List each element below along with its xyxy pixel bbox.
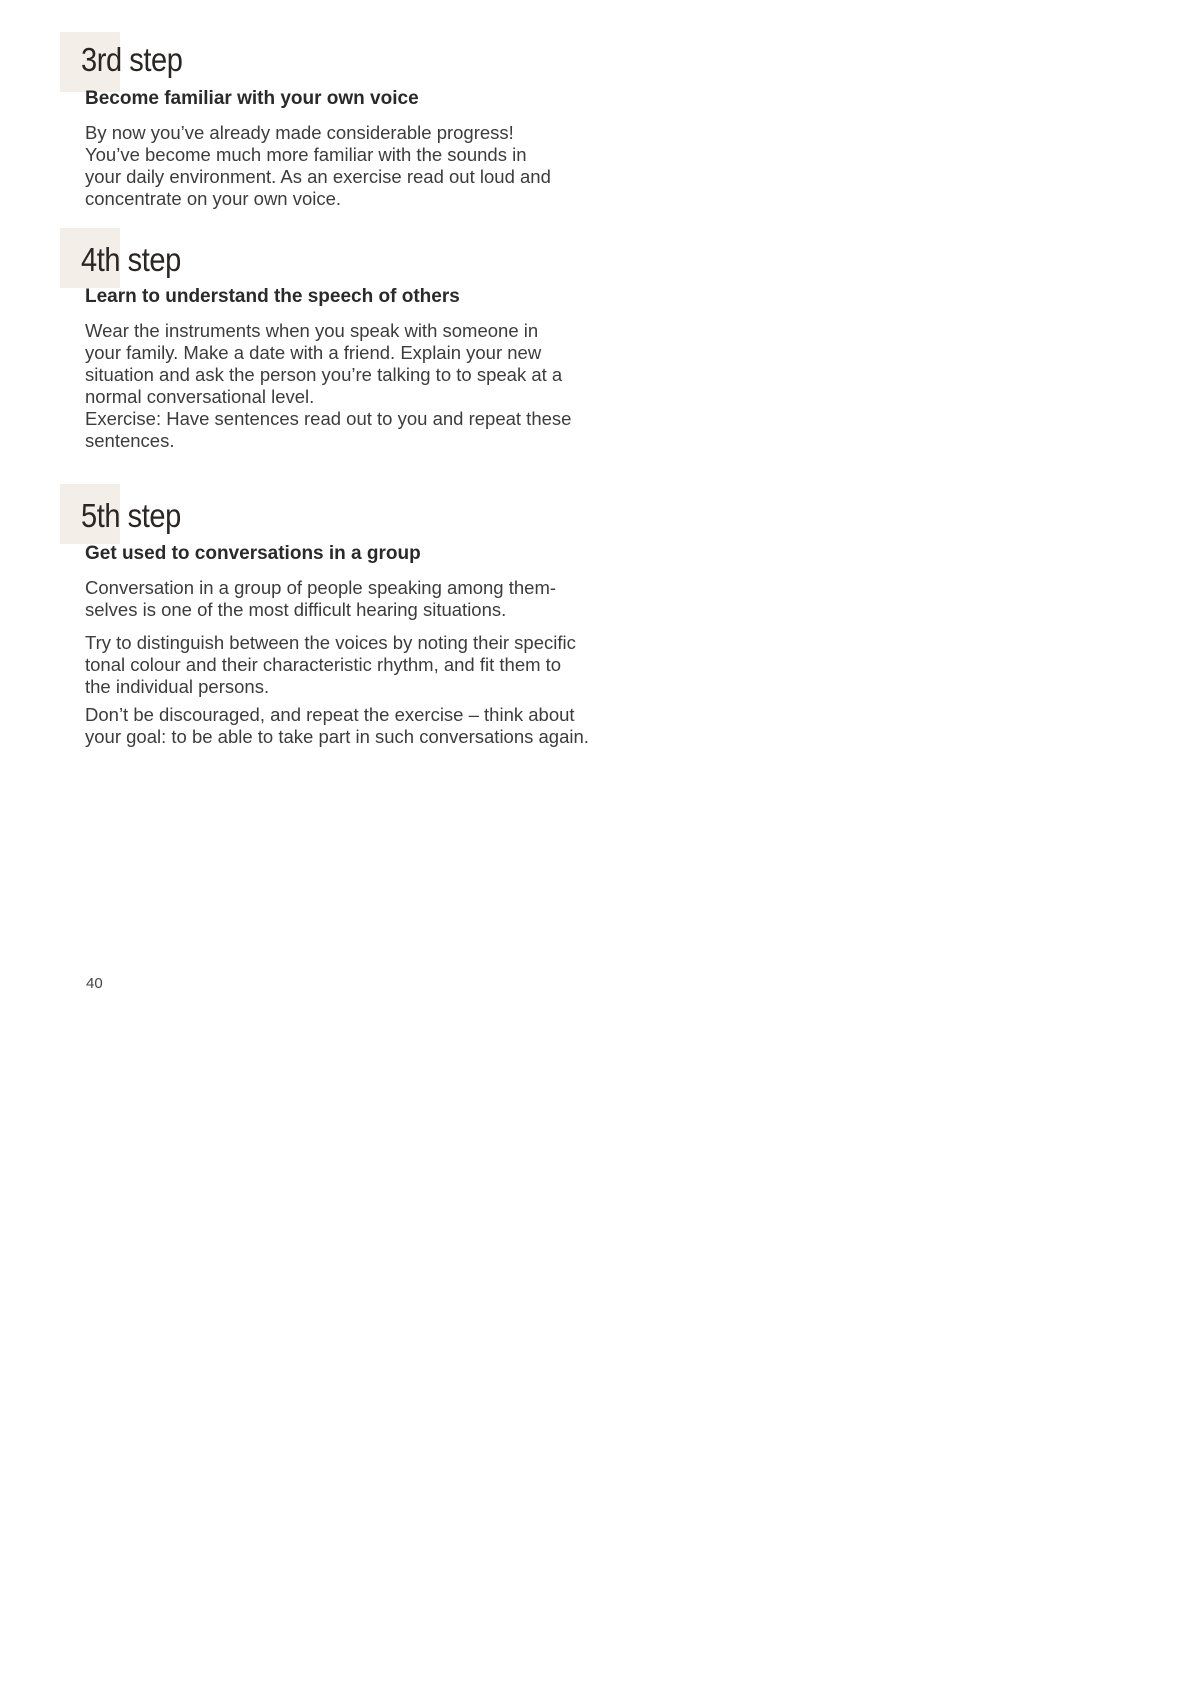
- page-number: 40: [86, 975, 103, 992]
- step-4-subtitle: Learn to understand the speech of others: [85, 286, 460, 307]
- step-3-subtitle: Become familiar with your own voice: [85, 88, 419, 109]
- step-5-paragraph-2: Try to distinguish between the voices by noting their specific tonal colour and their characteristic rhythm, and fit them to the individual persons.: [85, 632, 576, 697]
- step-3-title: 3rd step: [81, 41, 183, 78]
- step-4-paragraph-1: Wear the instruments when you speak with someone in your family. Make a date with a friend. Explain your new situation and ask the person you’re talking to to speak at a normal conversational level. Exercise: Have sentences read out to you and repeat these sentences.: [85, 320, 572, 451]
- step-5-title: 5th step: [81, 497, 181, 534]
- step-5-subtitle: Get used to conversations in a group: [85, 543, 421, 564]
- step-5-paragraph-1: Conversation in a group of people speaking among them- selves is one of the most difficult hearing situations.: [85, 577, 557, 620]
- step-4-title: 4th step: [81, 241, 181, 278]
- step-5-paragraph-3: Don’t be discouraged, and repeat the exercise – think about your goal: to be able to take part in such conversations again.: [85, 704, 589, 747]
- step-3-paragraph-1: By now you’ve already made considerable progress! You’ve become much more familiar with the sounds in your daily environment. As an exercise read out loud and concentrate on your own voice.: [85, 122, 551, 209]
